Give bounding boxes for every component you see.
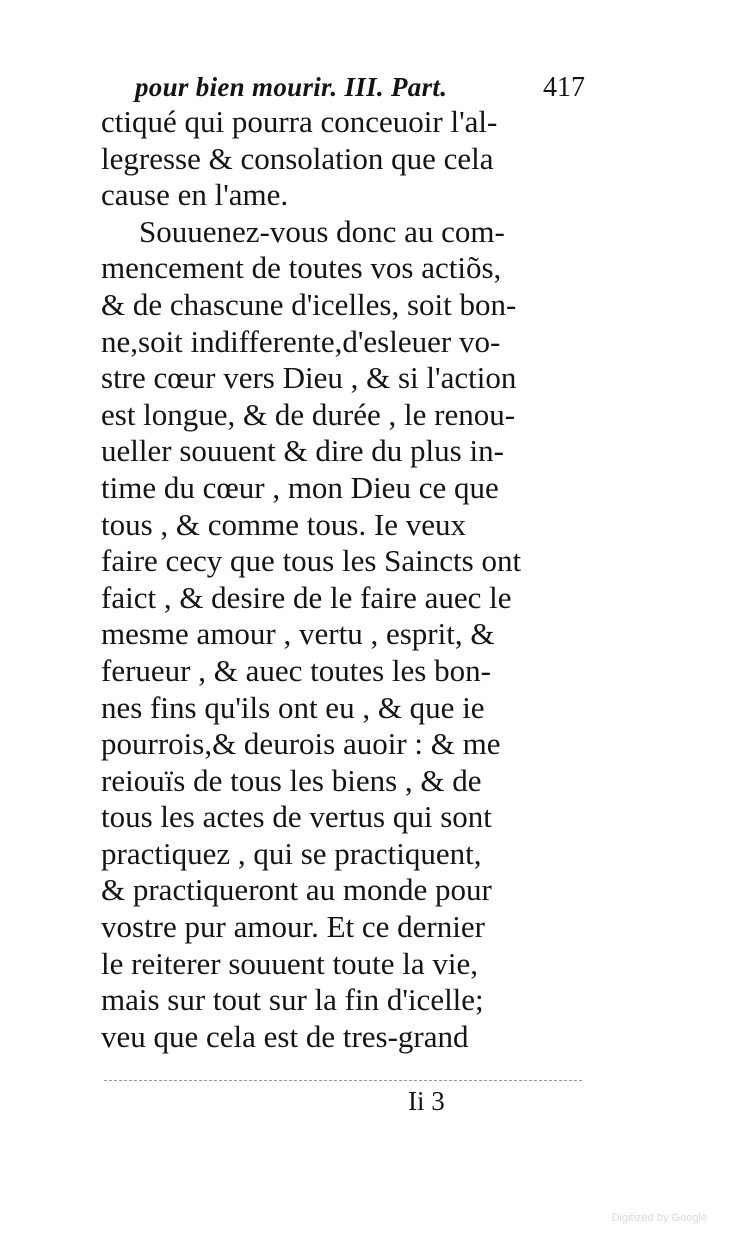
text-line: pourrois,& deurois auoir : & me: [101, 726, 501, 762]
text-line: tous les actes de vertus qui sont: [101, 799, 492, 835]
text-line: est longue, & de durée , le renou-: [101, 396, 516, 432]
text-line: cause en l'ame.: [101, 177, 289, 213]
text-line: & de chascune d'icelles, soit bon-: [101, 286, 517, 322]
running-head: pour bien mourir. III. Part.: [135, 72, 448, 102]
text-line: ne,soit indifferente,d'esleuer vo-: [101, 323, 501, 359]
text-line: mesme amour , vertu , esprit, &: [101, 616, 495, 652]
text-line: mencement de toutes vos actiõs,: [101, 250, 502, 286]
text-line: faire cecy que tous les Saincts ont: [101, 543, 522, 579]
text-line: le reiterer souuent toute la vie,: [101, 945, 479, 981]
signature-mark: Ii 3: [408, 1086, 445, 1116]
text-line: veu que cela est de tres-grand: [101, 1018, 469, 1054]
text-line: vostre pur amour. Et ce dernier: [101, 909, 485, 945]
text-line: nes fins qu'ils ont eu , & que ie: [101, 689, 485, 725]
text-line: time du cœur , mon Dieu ce que: [101, 469, 499, 505]
digitizer-watermark: Digitized by Google: [611, 1212, 707, 1224]
text-line: stre cœur vers Dieu , & si l'action: [101, 360, 517, 396]
text-line: ueller souuent & dire du plus in-: [101, 433, 504, 469]
text-line: ferueur , & auec toutes les bon-: [101, 652, 491, 688]
text-line: practiquez , qui se practiquent,: [101, 835, 482, 871]
text-line: mais sur tout sur la fin d'icelle;: [101, 982, 484, 1018]
text-line: legresse & consolation que cela: [101, 140, 494, 176]
text-line: faict , & desire de le faire auec le: [101, 579, 512, 615]
body-text: [101, 104, 591, 1055]
text-line: & practiqueront au monde pour: [101, 872, 492, 908]
text-line: reiouïs de tous les biens , & de: [101, 762, 482, 798]
text-line: ctiqué qui pourra conceuoir l'al-: [101, 104, 498, 139]
print-rule: [104, 1080, 582, 1081]
text-line: tous , & comme tous. Ie veux: [101, 506, 467, 542]
text-line-paragraph-start: Souuenez-vous donc au com-: [139, 213, 505, 249]
page-number: 417: [543, 72, 585, 103]
